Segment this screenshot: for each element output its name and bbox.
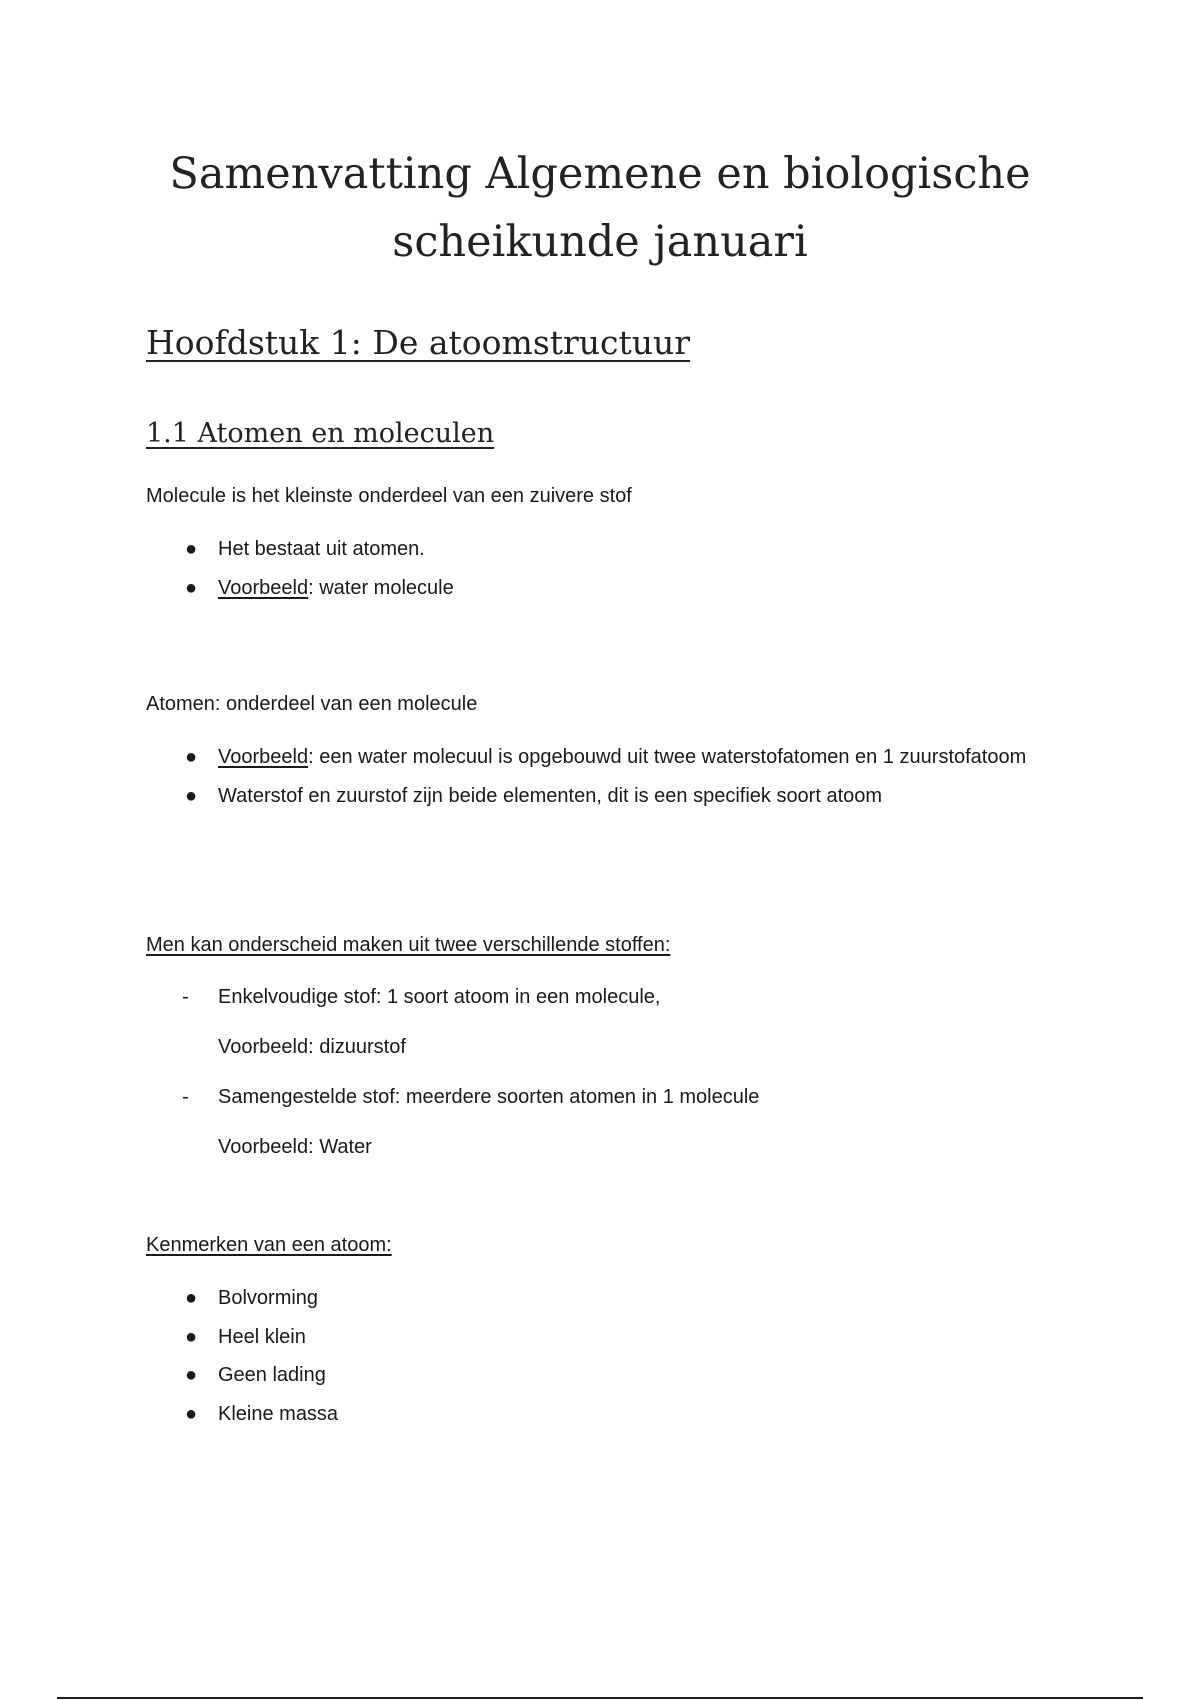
molecule-bullet-list [146,530,1038,607]
molecule-intro: Molecule is het kleinste onderdeel van een zuivere stof [146,485,632,507]
substances-heading: Men kan onderscheid maken uit twee verschillende stoffen: [146,934,671,956]
list-item [146,1279,1038,1318]
substances-list [146,972,1038,1172]
bullet-icon: ● [184,1325,198,1348]
list-item [146,1072,1038,1172]
atoms-bullet-list [146,738,1038,815]
features-heading: Kenmerken van een atoom: [146,1234,392,1256]
document-title: Samenvatting Algemene en biologische scheikunde januari [169,149,1031,267]
list-item-text: Kleine massa [218,1402,339,1425]
bullet-icon: ● [184,1364,198,1386]
page-divider [57,1697,1143,1699]
chapter-heading: Hoofdstuk 1: De atoomstructuur [146,323,691,362]
example-label: Voorbeeld [218,576,309,599]
list-item [146,569,1038,608]
list-item-text: Het bestaat uit atomen. [218,538,425,560]
bullet-icon: ● [184,1402,198,1425]
substance-definition: Samengestelde stof: meerdere soorten atomen in 1 molecule [218,1086,760,1108]
list-item [146,777,1038,816]
features-bullet-list [146,1279,1038,1433]
bullet-icon: ● [184,784,198,807]
list-item-text: Waterstof en zuurstof zijn beide elementen, dit is een specifiek soort atoom [218,784,883,807]
dash-icon: - [182,986,189,1008]
list-item-text: Geen lading [218,1364,326,1386]
list-item-text: Heel klein [218,1325,306,1348]
bullet-icon: ● [184,576,198,599]
list-item-text: : water molecule [308,576,454,599]
list-item [146,530,1038,569]
list-item [146,972,1038,1072]
dash-icon: - [182,1086,189,1108]
example-label: Voorbeeld [218,746,309,768]
substance-example: Voorbeeld: Water [218,1136,372,1158]
substance-example: Voorbeeld: dizuurstof [218,1036,406,1058]
list-item [146,1356,1038,1395]
list-item [146,738,1038,777]
bullet-icon: ● [184,538,198,560]
section-heading: 1.1 Atomen en moleculen [146,418,495,449]
list-item [146,1318,1038,1357]
bullet-icon: ● [184,746,198,768]
bullet-icon: ● [184,1287,198,1309]
list-item-text: Bolvorming [218,1287,319,1309]
substance-definition: Enkelvoudige stof: 1 soort atoom in een molecule, [218,986,661,1008]
list-item [146,1395,1038,1434]
atoms-intro: Atomen: onderdeel van een molecule [146,693,478,715]
list-item-text: : een water molecuul is opgebouwd uit twee waterstofatomen en 1 zuurstofatoom [308,746,1027,768]
